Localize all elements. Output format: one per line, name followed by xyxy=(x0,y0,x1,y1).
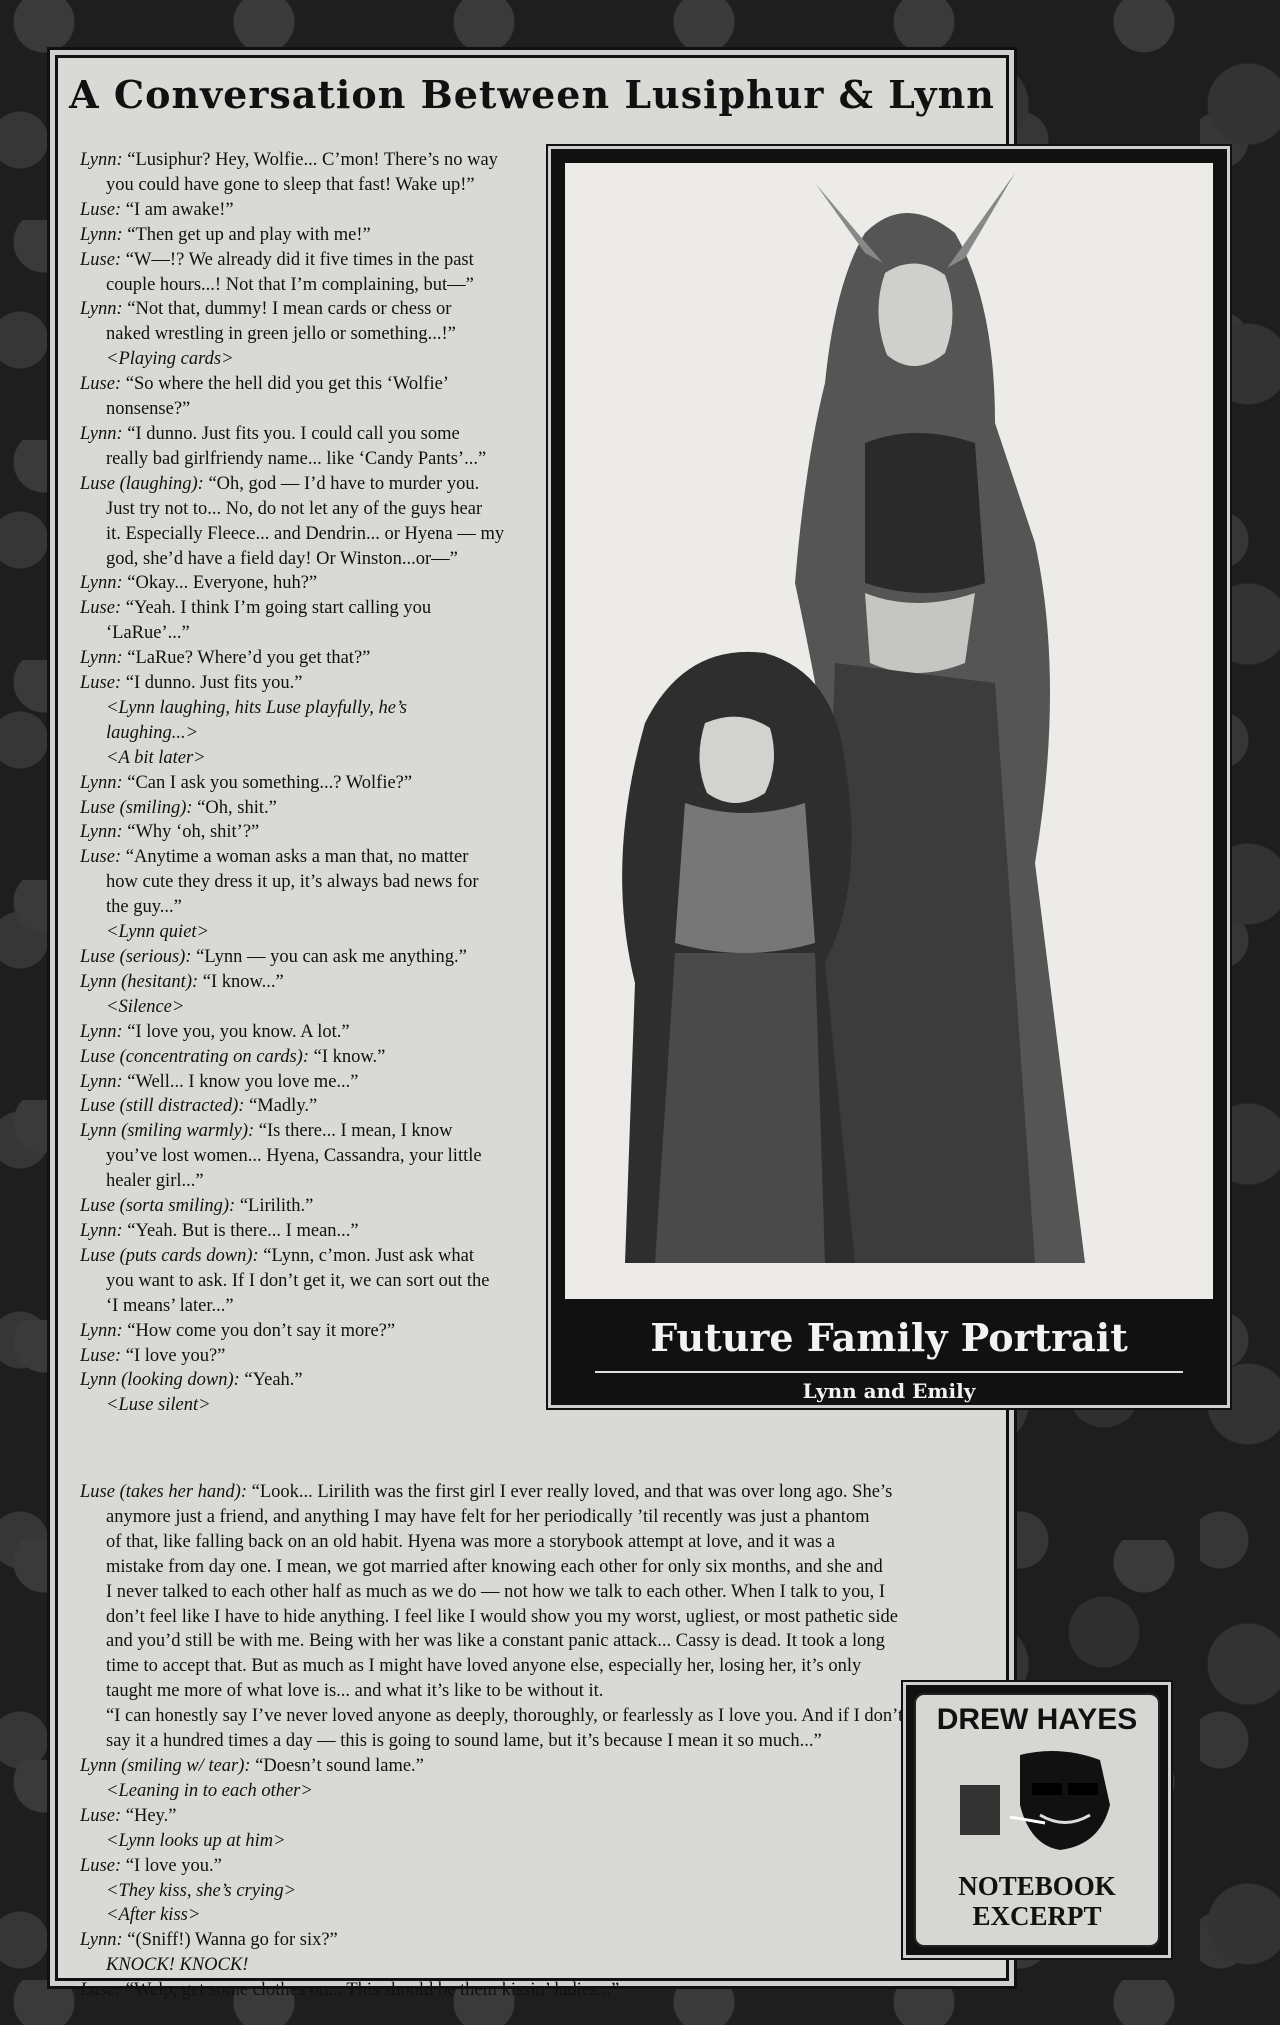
line-text: “Is there... I mean, I know xyxy=(254,1121,453,1142)
page-title: A Conversation Between Lusiphur & Lynn xyxy=(69,72,995,117)
line-text: “Then get up and play with me!” xyxy=(122,224,371,245)
line-text: “Lynn — you can ask me anything.” xyxy=(191,947,467,967)
line-text: “I can honestly say I’ve never loved anyone as deeply, thoroughly, or fearlessly as I love you. And if I don’t xyxy=(106,1706,904,1727)
line-text: “Doesn’t sound lame.” xyxy=(250,1755,424,1776)
speaker-label: Luse: xyxy=(80,847,122,868)
dialogue-line xyxy=(80,1729,1040,1754)
dialogue-line xyxy=(80,1269,585,1294)
dialogue-line: laughing...> xyxy=(106,722,199,743)
line-text: “Look... Lirilith was the first girl I ever really loved, and that was over long ago. She’s xyxy=(246,1482,893,1502)
portrait-panel xyxy=(548,146,1230,1408)
line-text: “Can I ask you something...? Wolfie?” xyxy=(122,772,413,793)
dialogue-line xyxy=(80,248,585,273)
speaker-label: Luse: xyxy=(80,1980,122,2001)
dialogue-line xyxy=(80,895,585,920)
dialogue-line xyxy=(80,1144,585,1169)
dialogue-line xyxy=(80,1070,585,1095)
line-text: “I love you.” xyxy=(121,1855,222,1876)
speaker-label: Lynn: xyxy=(80,224,123,245)
portrait-title: Future Family Portrait xyxy=(650,1315,1128,1360)
line-text: “Lusiphur? Hey, Wolfie... C’mon! There’s no way xyxy=(122,150,498,170)
speaker-label: Luse (still distracted): xyxy=(80,1096,245,1117)
line-text: ‘LaRue’...” xyxy=(106,623,190,644)
dialogue-line xyxy=(80,1020,585,1045)
speaker-label: Luse: xyxy=(80,199,122,220)
speaker-label: Lynn (smiling w/ tear): xyxy=(80,1755,251,1776)
speaker-label: Luse (laughing): xyxy=(80,473,204,494)
dialogue-line xyxy=(80,771,585,796)
dialogue-line xyxy=(80,945,585,970)
portrait-illustration xyxy=(565,163,1213,1299)
dialogue-line xyxy=(80,1754,1040,1779)
speaker-label: Lynn: xyxy=(80,423,123,444)
speaker-label: Lynn: xyxy=(80,1021,123,1042)
speaker-label: Lynn (looking down): xyxy=(80,1370,240,1391)
dialogue-line xyxy=(80,522,585,547)
dialogue-line xyxy=(80,1219,585,1244)
line-text: you want to ask. If I don’t get it, we can sort out the xyxy=(106,1270,490,1291)
dialogue-line xyxy=(80,1505,1040,1530)
dialogue-line xyxy=(80,1480,1040,1505)
speaker-label: Luse: xyxy=(80,1345,122,1366)
dialogue-line: <Silence> xyxy=(106,996,185,1017)
dialogue-line: <Luse silent> xyxy=(106,1395,211,1416)
line-text: “I know...” xyxy=(198,971,284,992)
speaker-label: Lynn: xyxy=(80,150,123,170)
line-text: say it a hundred times a day — this is going to sound lame, but it’s because I mean it so much...” xyxy=(106,1731,822,1752)
speaker-label: Lynn (smiling warmly): xyxy=(80,1121,255,1142)
dialogue-line xyxy=(80,1854,1040,1879)
speaker-label: Luse: xyxy=(80,598,122,619)
speaker-label: Lynn: xyxy=(80,1071,123,1092)
line-text: “(Sniff!) Wanna go for six?” xyxy=(122,1930,338,1951)
line-text: “I am awake!” xyxy=(121,199,234,220)
dialogue-line xyxy=(80,1368,585,1393)
speaker-label: Lynn: xyxy=(80,299,123,320)
dialogue-line xyxy=(80,596,585,621)
dialogue-line xyxy=(80,472,585,497)
speaker-label: Lynn: xyxy=(80,822,123,843)
line-text: “So where the hell did you get this ‘Wolfie’ xyxy=(121,374,449,395)
dialogue-line: <After kiss> xyxy=(106,1905,201,1926)
dialogue-line xyxy=(80,1555,1040,1580)
dialogue-line: <Lynn quiet> xyxy=(106,922,210,943)
line-text: naked wrestling in green jello or something...!” xyxy=(106,324,456,345)
line-text: “Okay... Everyone, huh?” xyxy=(122,573,318,594)
dialogue-line xyxy=(80,1580,1040,1605)
dialogue-wide xyxy=(80,1480,1040,2003)
dialogue-line xyxy=(80,547,585,572)
portrait-subtitle: Lynn and Emily xyxy=(802,1379,976,1403)
dialogue-line xyxy=(80,1679,1040,1704)
notebook-excerpt-badge xyxy=(903,1682,1171,1958)
dialogue-line: <Lynn laughing, hits Luse playfully, he’s xyxy=(106,697,407,718)
line-text: “I dunno. Just fits you. I could call you some xyxy=(122,423,460,444)
dialogue-line xyxy=(80,372,585,397)
dialogue-line xyxy=(80,796,585,821)
author-caricature-icon xyxy=(950,1745,1128,1855)
speaker-label: Lynn: xyxy=(80,772,123,793)
speaker-label: Lynn: xyxy=(80,1220,123,1241)
dialogue-line xyxy=(80,297,585,322)
dialogue-line xyxy=(80,671,585,696)
dialogue-column xyxy=(80,148,585,1418)
speaker-label: Luse (takes her hand): xyxy=(80,1482,247,1502)
speaker-label: Lynn: xyxy=(80,1930,123,1951)
dialogue-line xyxy=(80,1045,585,1070)
line-text: Just try not to... No, do not let any of the guys hear xyxy=(106,498,483,519)
line-text: really bad girlfriendy name... like ‘Candy Pants’...” xyxy=(106,448,487,469)
dialogue-line: KNOCK! KNOCK! xyxy=(106,1955,249,1976)
dialogue-line: <They kiss, she’s crying> xyxy=(106,1880,297,1901)
caption-divider xyxy=(595,1371,1183,1373)
line-text: “Oh, god — I’d have to murder you. xyxy=(203,473,480,494)
line-text: time to accept that. But as much as I might have loved anyone else, especially her, losing her, it’s only xyxy=(106,1656,862,1677)
speaker-label: Luse (puts cards down): xyxy=(80,1245,259,1266)
speaker-label: Luse: xyxy=(80,1805,122,1826)
line-text: of that, like falling back on an old habit. Hyena was more a storybook attempt at love, and it was a xyxy=(106,1531,836,1552)
dialogue-line xyxy=(80,1119,585,1144)
line-text: you could have gone to sleep that fast! Wake up!” xyxy=(106,174,475,195)
speaker-label: Lynn: xyxy=(80,648,123,669)
line-text: healer girl...” xyxy=(106,1171,204,1192)
dialogue-line xyxy=(80,820,585,845)
line-text: “I love you?” xyxy=(121,1345,226,1366)
dialogue-line xyxy=(80,198,585,223)
dialogue-line xyxy=(80,845,585,870)
dialogue-line xyxy=(80,1978,1040,2003)
line-text: “Yeah. I think I’m going start calling you xyxy=(121,598,432,619)
dialogue-line xyxy=(80,1169,585,1194)
speaker-label: Lynn: xyxy=(80,1320,123,1341)
line-text: god, she’d have a field day! Or Winston...or—” xyxy=(106,548,458,569)
badge-line-2: EXCERPT xyxy=(972,1901,1102,1931)
dialogue-line xyxy=(80,173,585,198)
speaker-label: Luse (sorta smiling): xyxy=(80,1196,236,1217)
line-text: “Yeah. But is there... I mean...” xyxy=(122,1220,359,1241)
line-text: “I dunno. Just fits you.” xyxy=(121,673,303,694)
author-name: DREW HAYES xyxy=(936,1703,1138,1736)
dialogue-line xyxy=(80,571,585,596)
speaker-label: Luse: xyxy=(80,374,122,395)
dialogue-line xyxy=(80,1530,1040,1555)
dialogue-line xyxy=(80,970,585,995)
dialogue-line: <Playing cards> xyxy=(106,349,234,370)
dialogue-line xyxy=(80,1094,585,1119)
dialogue-line xyxy=(80,1928,1040,1953)
badge-line-1: NOTEBOOK xyxy=(958,1871,1116,1901)
line-text: “I know.” xyxy=(308,1046,386,1067)
line-text: and you’d still be with me. Being with her was like a constant panic attack... Cassy is dead. It took a long xyxy=(106,1631,885,1652)
dialogue-line xyxy=(80,1629,1040,1654)
dialogue-line: <Leaning in to each other> xyxy=(106,1780,313,1801)
line-text: “Not that, dummy! I mean cards or chess or xyxy=(122,299,452,320)
speaker-label: Lynn (hesitant): xyxy=(80,971,199,992)
line-text: don’t feel like I have to hide anything. I feel like I would show you my worst, ugliest, or most pathetic side xyxy=(106,1606,898,1627)
speaker-label: Luse: xyxy=(80,673,122,694)
speaker-label: Luse (serious): xyxy=(80,947,192,967)
dialogue-line xyxy=(80,1654,1040,1679)
line-text: “Lirilith.” xyxy=(235,1196,314,1217)
dialogue-line xyxy=(80,223,585,248)
dialogue-line: <Lynn looks up at him> xyxy=(106,1830,286,1851)
line-text: “Hey.” xyxy=(121,1805,177,1826)
dialogue-line xyxy=(80,422,585,447)
dialogue-line xyxy=(80,1605,1040,1630)
dialogue-line xyxy=(80,1704,1040,1729)
line-text: ‘I means’ later...” xyxy=(106,1295,234,1316)
line-text: you’ve lost women... Hyena, Cassandra, your little xyxy=(106,1146,482,1167)
speaker-label: Luse: xyxy=(80,249,122,270)
speaker-label: Luse: xyxy=(80,1855,122,1876)
line-text: it. Especially Fleece... and Dendrin... or Hyena — my xyxy=(106,523,505,544)
dialogue-line xyxy=(80,497,585,522)
dialogue-line xyxy=(80,447,585,472)
dialogue-line xyxy=(80,1319,585,1344)
dialogue-line xyxy=(80,870,585,895)
dialogue-line xyxy=(80,646,585,671)
speaker-label: Luse (smiling): xyxy=(80,797,193,818)
line-text: the guy...” xyxy=(106,897,182,918)
speaker-label: Luse (concentrating on cards): xyxy=(80,1046,309,1067)
dialogue-line xyxy=(80,1804,1040,1829)
dialogue-line xyxy=(80,621,585,646)
line-text: nonsense?” xyxy=(106,399,191,420)
line-text: anymore just a friend, and anything I may have felt for her periodically ’til recently was just a phantom xyxy=(106,1506,870,1527)
dialogue-line xyxy=(80,1244,585,1269)
dialogue-line xyxy=(80,148,585,173)
line-text: “LaRue? Where’d you get that?” xyxy=(122,648,371,669)
dialogue-line: <A bit later> xyxy=(106,747,206,768)
dialogue-line xyxy=(80,1294,585,1319)
line-text: couple hours...! Not that I’m complaining, but—” xyxy=(106,274,474,295)
line-text: “W—!? We already did it five times in the past xyxy=(121,249,474,270)
line-text: “Why ‘oh, shit’?” xyxy=(122,822,260,843)
line-text: “Anytime a woman asks a man that, no matter xyxy=(121,847,469,868)
dialogue-line xyxy=(80,1194,585,1219)
line-text: “I love you, you know. A lot.” xyxy=(122,1021,350,1042)
line-text: “Lynn, c’mon. Just ask what xyxy=(258,1245,474,1266)
line-text: “Madly.” xyxy=(244,1096,318,1117)
dialogue-line xyxy=(80,397,585,422)
line-text: taught me more of what love is... and what it’s like to be without it. xyxy=(106,1681,604,1702)
line-text: “How come you don’t say it more?” xyxy=(122,1320,396,1341)
line-text: how cute they dress it up, it’s always bad news for xyxy=(106,872,479,893)
dialogue-line xyxy=(80,273,585,298)
dialogue-line xyxy=(80,322,585,347)
line-text: “Yeah.” xyxy=(239,1370,303,1391)
line-text: “Welp, get some clothes on... This should be them kissin’ ladies...” xyxy=(121,1980,620,2001)
line-text: “Oh, shit.” xyxy=(192,797,277,818)
line-text: mistake from day one. I mean, we got married after knowing each other for only six months, and she and xyxy=(106,1556,883,1577)
dialogue-line xyxy=(80,1344,585,1369)
line-text: I never talked to each other half as much as we do — not how we talk to each other. When I talk to you, I xyxy=(106,1581,885,1602)
line-text: “Well... I know you love me...” xyxy=(122,1071,359,1092)
speaker-label: Lynn: xyxy=(80,573,123,594)
